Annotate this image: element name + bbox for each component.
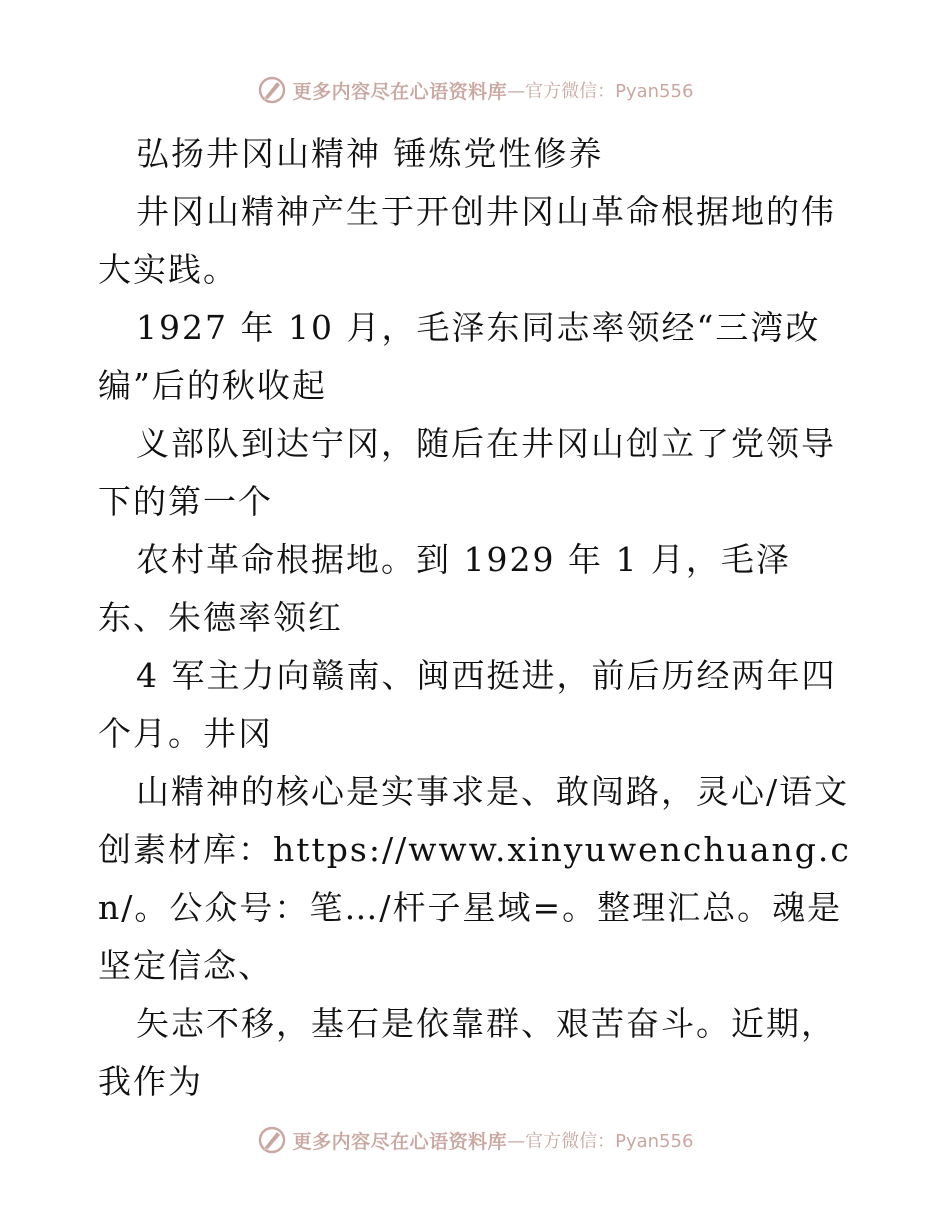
document-title: 弘扬井冈山精神 锤炼党性修养 bbox=[136, 134, 604, 173]
paragraph: 农村革命根据地。到 1929 年 1 月，毛泽东、朱德率领红 bbox=[98, 540, 791, 637]
pen-circle-logo-icon bbox=[257, 75, 287, 105]
paragraph: 4 军主力向赣南、闽西挺进，前后历经两年四个月。井冈 bbox=[98, 656, 837, 753]
header-banner bbox=[0, 72, 950, 108]
paragraph: 矢志不移，基石是依靠群、艰苦奋斗。近期，我作为 bbox=[98, 1004, 836, 1101]
footer-banner bbox=[0, 1122, 950, 1158]
banner-main-text: 更多内容尽在心语资料库 bbox=[292, 1130, 508, 1153]
banner-main-text: 更多内容尽在心语资料库 bbox=[292, 80, 508, 103]
paragraph: 1927 年 10 月，毛泽东同志率领经“三湾改编”后的秋收起 bbox=[98, 308, 821, 405]
pen-circle-logo-icon bbox=[257, 1125, 287, 1155]
banner-wechat-text: —官方微信：Pyan556 bbox=[507, 81, 694, 102]
paragraph: 山精神的核心是实事求是、敢闯路，灵心/语文创素材库：https://www.xinyuwenchuang.cn/。公众号：笔…/杆子星域=。整理汇总。魂是坚定信念、 bbox=[98, 772, 851, 985]
paragraph: 井冈山精神产生于开创井冈山革命根据地的伟大实践。 bbox=[98, 192, 836, 289]
document-body bbox=[98, 125, 858, 1111]
paragraph: 义部队到达宁冈，随后在井冈山创立了党领导下的第一个 bbox=[98, 424, 836, 521]
banner-wechat-text: —官方微信：Pyan556 bbox=[507, 1131, 694, 1152]
